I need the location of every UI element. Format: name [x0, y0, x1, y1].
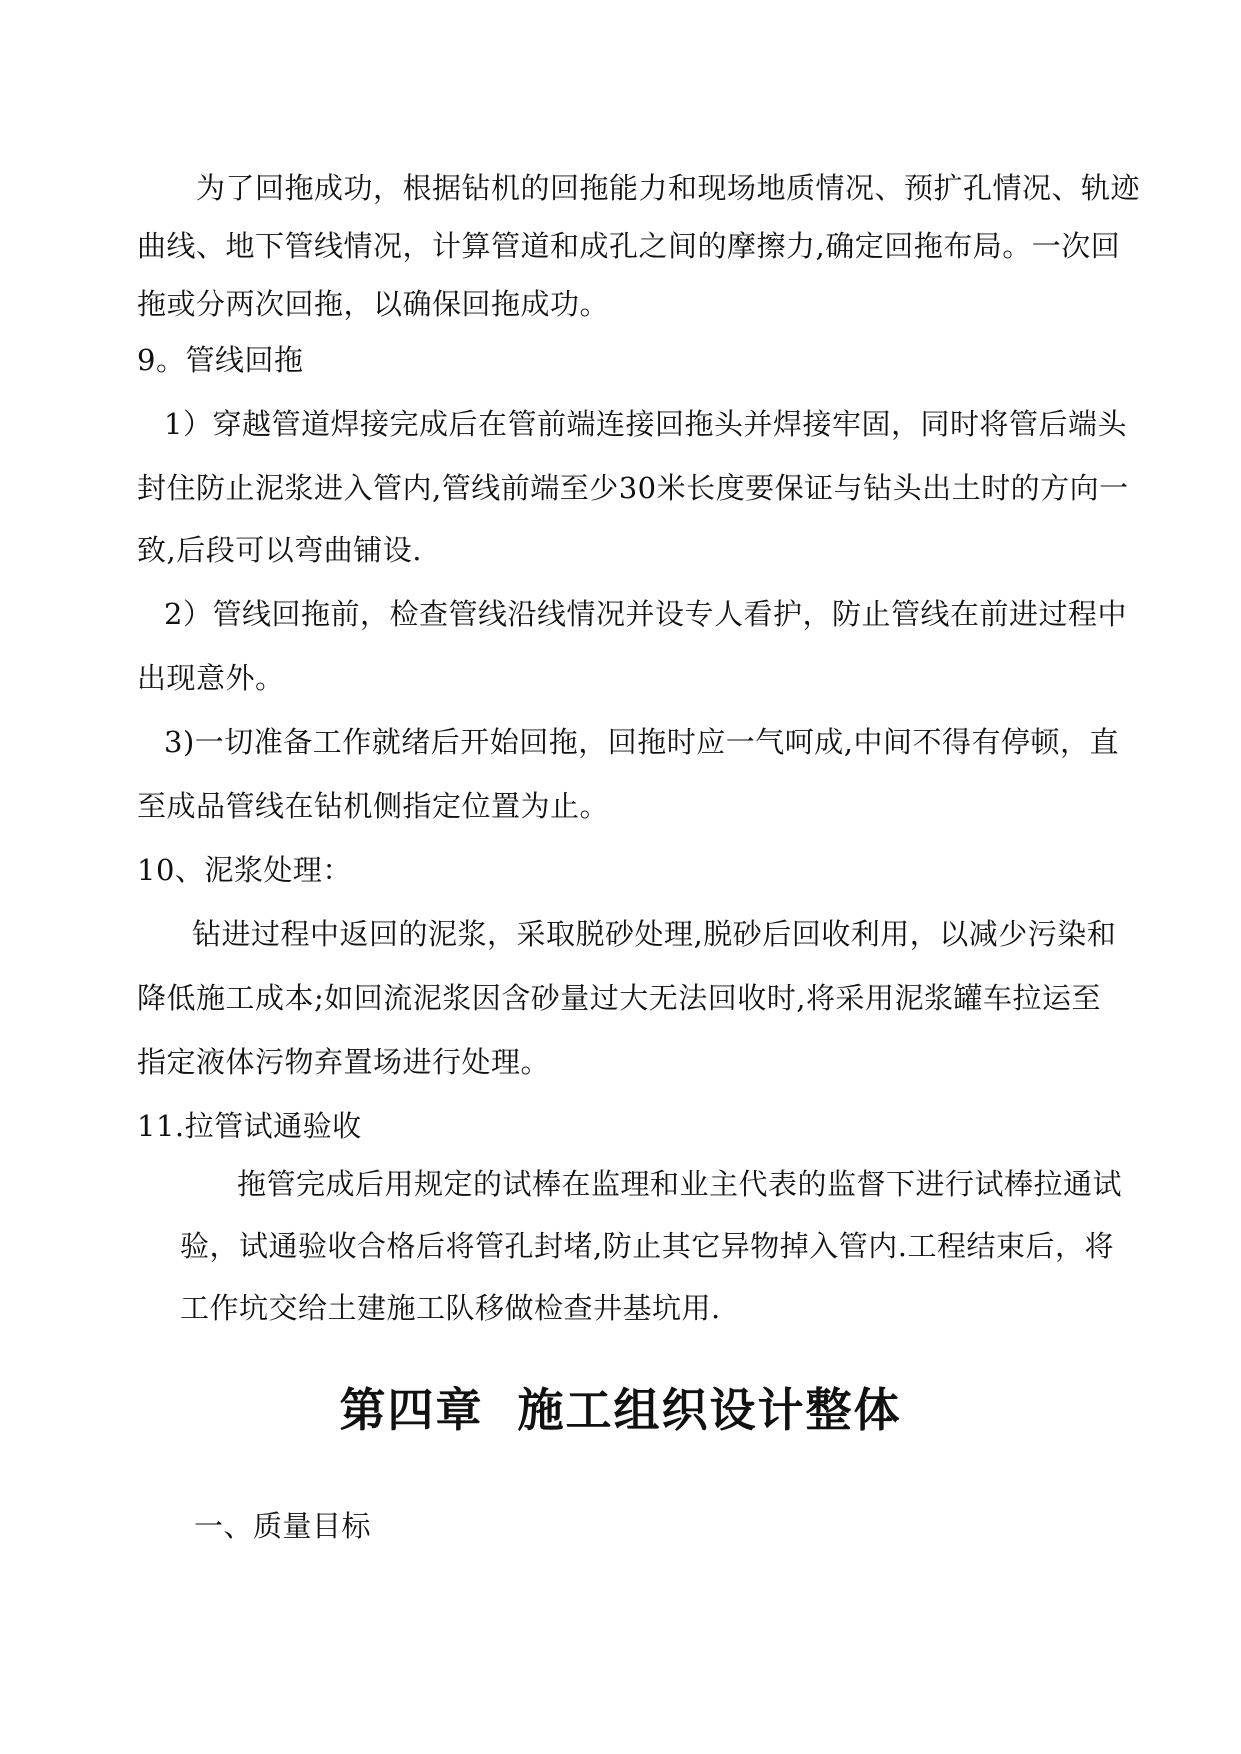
section-11-line-3: 工作坑交给土建施工队移做检查井基坑用.: [180, 1291, 721, 1325]
intro-line-3: 拖或分两次回拖，以确保回拖成功。: [137, 287, 610, 321]
quality-target-heading: 一、质量目标: [194, 1509, 372, 1543]
chapter-name: 施工组织设计整体: [517, 1383, 902, 1437]
section-10-line-3: 指定液体污物弃置场进行处理。: [137, 1045, 551, 1079]
section-9-item-1-line-3: 致,后段可以弯曲铺设.: [137, 533, 422, 567]
section-9-item-2-line-2: 出现意外。: [137, 661, 285, 695]
section-9-heading: 9。管线回拖: [137, 343, 304, 377]
section-9-item-3-line-2: 至成品管线在钻机侧指定位置为止。: [137, 789, 610, 823]
chapter-number: 第四章: [339, 1383, 484, 1437]
intro-line-2: 曲线、地下管线情况，计算管道和成孔之间的摩擦力,确定回拖布局。一次回: [137, 229, 1121, 263]
intro-line-1: 为了回拖成功，根据钻机的回拖能力和现场地质情况、预扩孔情况、轨迹: [196, 171, 1141, 205]
section-10-line-1: 钻进过程中返回的泥浆，采取脱砂处理,脱砂后回收利用，以减少污染和: [192, 917, 1117, 951]
section-9-item-1-line-2: 封住防止泥浆进入管内,管线前端至少30米长度要保证与钻头出土时的方向一: [137, 471, 1129, 505]
section-11-line-2: 验，试通验收合格后将管孔封堵,防止其它异物掉入管内.工程结束后，将: [180, 1229, 1114, 1263]
section-11-heading: 11.拉管试通验收: [137, 1109, 362, 1143]
section-10-heading: 10、泥浆处理：: [137, 853, 352, 887]
section-9-item-1-line-1: 1）穿越管道焊接完成后在管前端连接回拖头并焊接牢固，同时将管后端头: [164, 407, 1127, 441]
section-9-item-3-line-1: 3)一切准备工作就绪后开始回拖，回拖时应一气呵成,中间不得有停顿，直: [164, 725, 1119, 759]
section-10-line-2: 降低施工成本;如回流泥浆因含砂量过大无法回收时,将采用泥浆罐车拉运至: [137, 981, 1101, 1015]
section-9-item-2-line-1: 2）管线回拖前，检查管线沿线情况并设专人看护，防止管线在前进过程中: [164, 597, 1127, 631]
section-11-line-1: 拖管完成后用规定的试棒在监理和业主代表的监督下进行试棒拉通试: [237, 1167, 1123, 1201]
chapter-title: [0, 1380, 1241, 1440]
